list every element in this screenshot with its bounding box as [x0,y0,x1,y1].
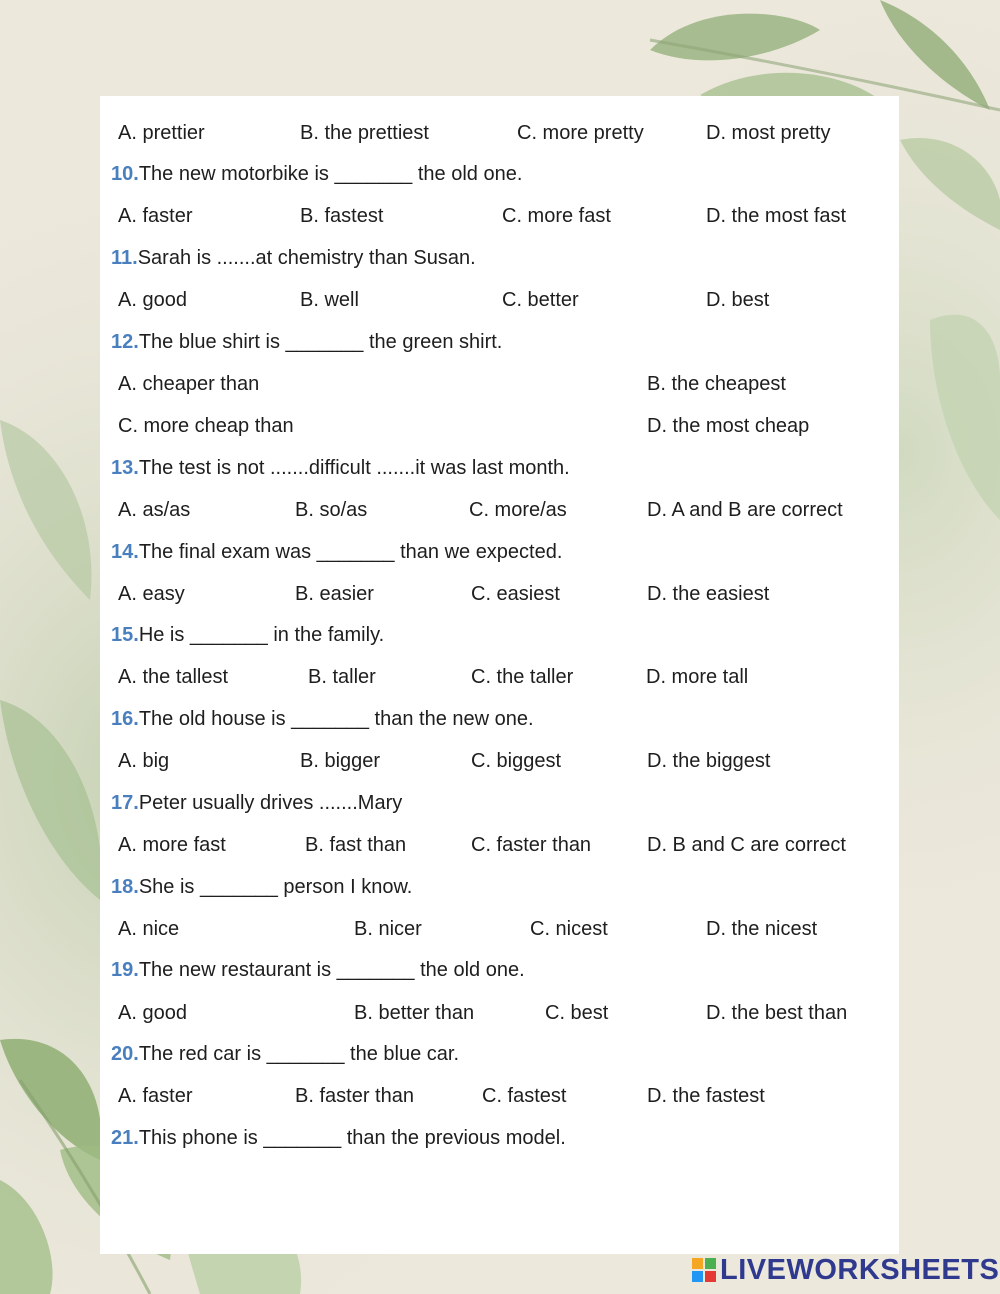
question-17 [111,791,402,815]
question-10-option-d[interactable]: D. the most fast [706,205,847,227]
question-cont-option-a[interactable]: A. prettier [118,122,205,144]
question-15-option-d[interactable]: D. more tall [646,666,749,688]
question-14 [111,540,562,564]
question-20 [111,1042,459,1066]
question-18 [111,875,412,899]
question-19-option-c[interactable]: C. best [545,1002,609,1024]
question-cont-option-c[interactable]: C. more pretty [517,122,644,144]
question-15-option-b[interactable]: B. taller [308,666,376,688]
question-16-option-b[interactable]: B. bigger [300,750,381,772]
question-16 [111,707,534,731]
question-20-option-a[interactable]: A. faster [118,1085,193,1107]
question-12-option-b[interactable]: B. the cheapest [647,373,786,395]
question-number: 15. [111,624,139,646]
question-text: Sarah is .......at chemistry than Susan. [137,247,476,269]
question-15-option-a[interactable]: A. the tallest [118,666,229,688]
question-number: 12. [111,331,139,353]
question-number: 18. [111,876,139,898]
question-cont-option-d[interactable]: D. most pretty [706,122,831,144]
question-number: 17. [111,792,139,814]
question-17-option-a[interactable]: A. more fast [118,834,226,856]
question-text: The old house is _______ than the new one. [138,708,534,730]
question-13-option-c[interactable]: C. more/as [469,499,567,521]
question-10-option-a[interactable]: A. faster [118,205,193,227]
question-12-option-d[interactable]: D. the most cheap [647,415,810,437]
question-10-option-b[interactable]: B. fastest [300,205,384,227]
question-11-option-d[interactable]: D. best [706,289,770,311]
question-number: 13. [111,457,139,479]
question-16-option-a[interactable]: A. big [118,750,170,772]
question-14-option-a[interactable]: A. easy [118,583,185,605]
question-11 [111,246,476,270]
question-number: 20. [111,1043,139,1065]
question-18-option-b[interactable]: B. nicer [354,918,422,940]
question-17-option-c[interactable]: C. faster than [471,834,592,856]
question-text: The red car is _______ the blue car. [138,1043,460,1065]
question-13-option-a[interactable]: A. as/as [118,499,191,521]
question-11-option-b[interactable]: B. well [300,289,359,311]
question-18-option-c[interactable]: C. nicest [530,918,608,940]
liveworksheets-logo [692,1254,999,1286]
question-12 [111,330,502,354]
question-13-option-d[interactable]: D. A and B are correct [647,499,843,521]
question-number: 14. [111,541,139,563]
question-18-option-d[interactable]: D. the nicest [706,918,818,940]
question-text: Peter usually drives .......Mary [138,792,403,814]
question-number: 21. [111,1127,139,1149]
question-19-option-a[interactable]: A. good [118,1002,187,1024]
question-14-option-d[interactable]: D. the easiest [647,583,770,605]
question-text: The new restaurant is _______ the old one. [138,959,525,981]
question-15 [111,623,384,647]
question-14-option-b[interactable]: B. easier [295,583,374,605]
question-19-option-d[interactable]: D. the best than [706,1002,848,1024]
question-12-option-c[interactable]: C. more cheap than [118,415,294,437]
question-21 [111,1126,566,1150]
question-number: 11. [111,247,138,269]
question-text: The new motorbike is _______ the old one. [138,163,523,185]
question-20-option-c[interactable]: C. fastest [482,1085,567,1107]
question-text: The test is not .......difficult .......it was last month. [138,457,570,479]
question-19-option-b[interactable]: B. better than [354,1002,475,1024]
question-13-option-b[interactable]: B. so/as [295,499,368,521]
question-15-option-c[interactable]: C. the taller [471,666,574,688]
liveworksheets-logo-icon [692,1258,716,1282]
question-16-option-d[interactable]: D. the biggest [647,750,771,772]
question-text: This phone is _______ than the previous model. [138,1127,566,1149]
question-text: The blue shirt is _______ the green shirt. [138,331,503,353]
question-number: 16. [111,708,139,730]
logo-text: LIVEWORKSHEETS [720,1253,1000,1286]
question-19 [111,958,525,982]
question-10-option-c[interactable]: C. more fast [502,205,611,227]
question-11-option-c[interactable]: C. better [502,289,579,311]
question-text: He is _______ in the family. [138,624,385,646]
question-20-option-b[interactable]: B. faster than [295,1085,414,1107]
question-10 [111,162,522,186]
question-12-option-a[interactable]: A. cheaper than [118,373,260,395]
question-17-option-b[interactable]: B. fast than [305,834,407,856]
question-14-option-c[interactable]: C. easiest [471,583,560,605]
question-18-option-a[interactable]: A. nice [118,918,180,940]
question-11-option-a[interactable]: A. good [118,289,187,311]
question-text: The final exam was _______ than we expected. [138,541,563,563]
question-20-option-d[interactable]: D. the fastest [647,1085,765,1107]
question-16-option-c[interactable]: C. biggest [471,750,562,772]
question-cont-option-b[interactable]: B. the prettiest [300,122,429,144]
question-number: 10. [111,163,139,185]
question-number: 19. [111,959,139,981]
question-17-option-d[interactable]: D. B and C are correct [647,834,846,856]
question-text: She is _______ person I know. [138,876,413,898]
question-13 [111,456,570,480]
